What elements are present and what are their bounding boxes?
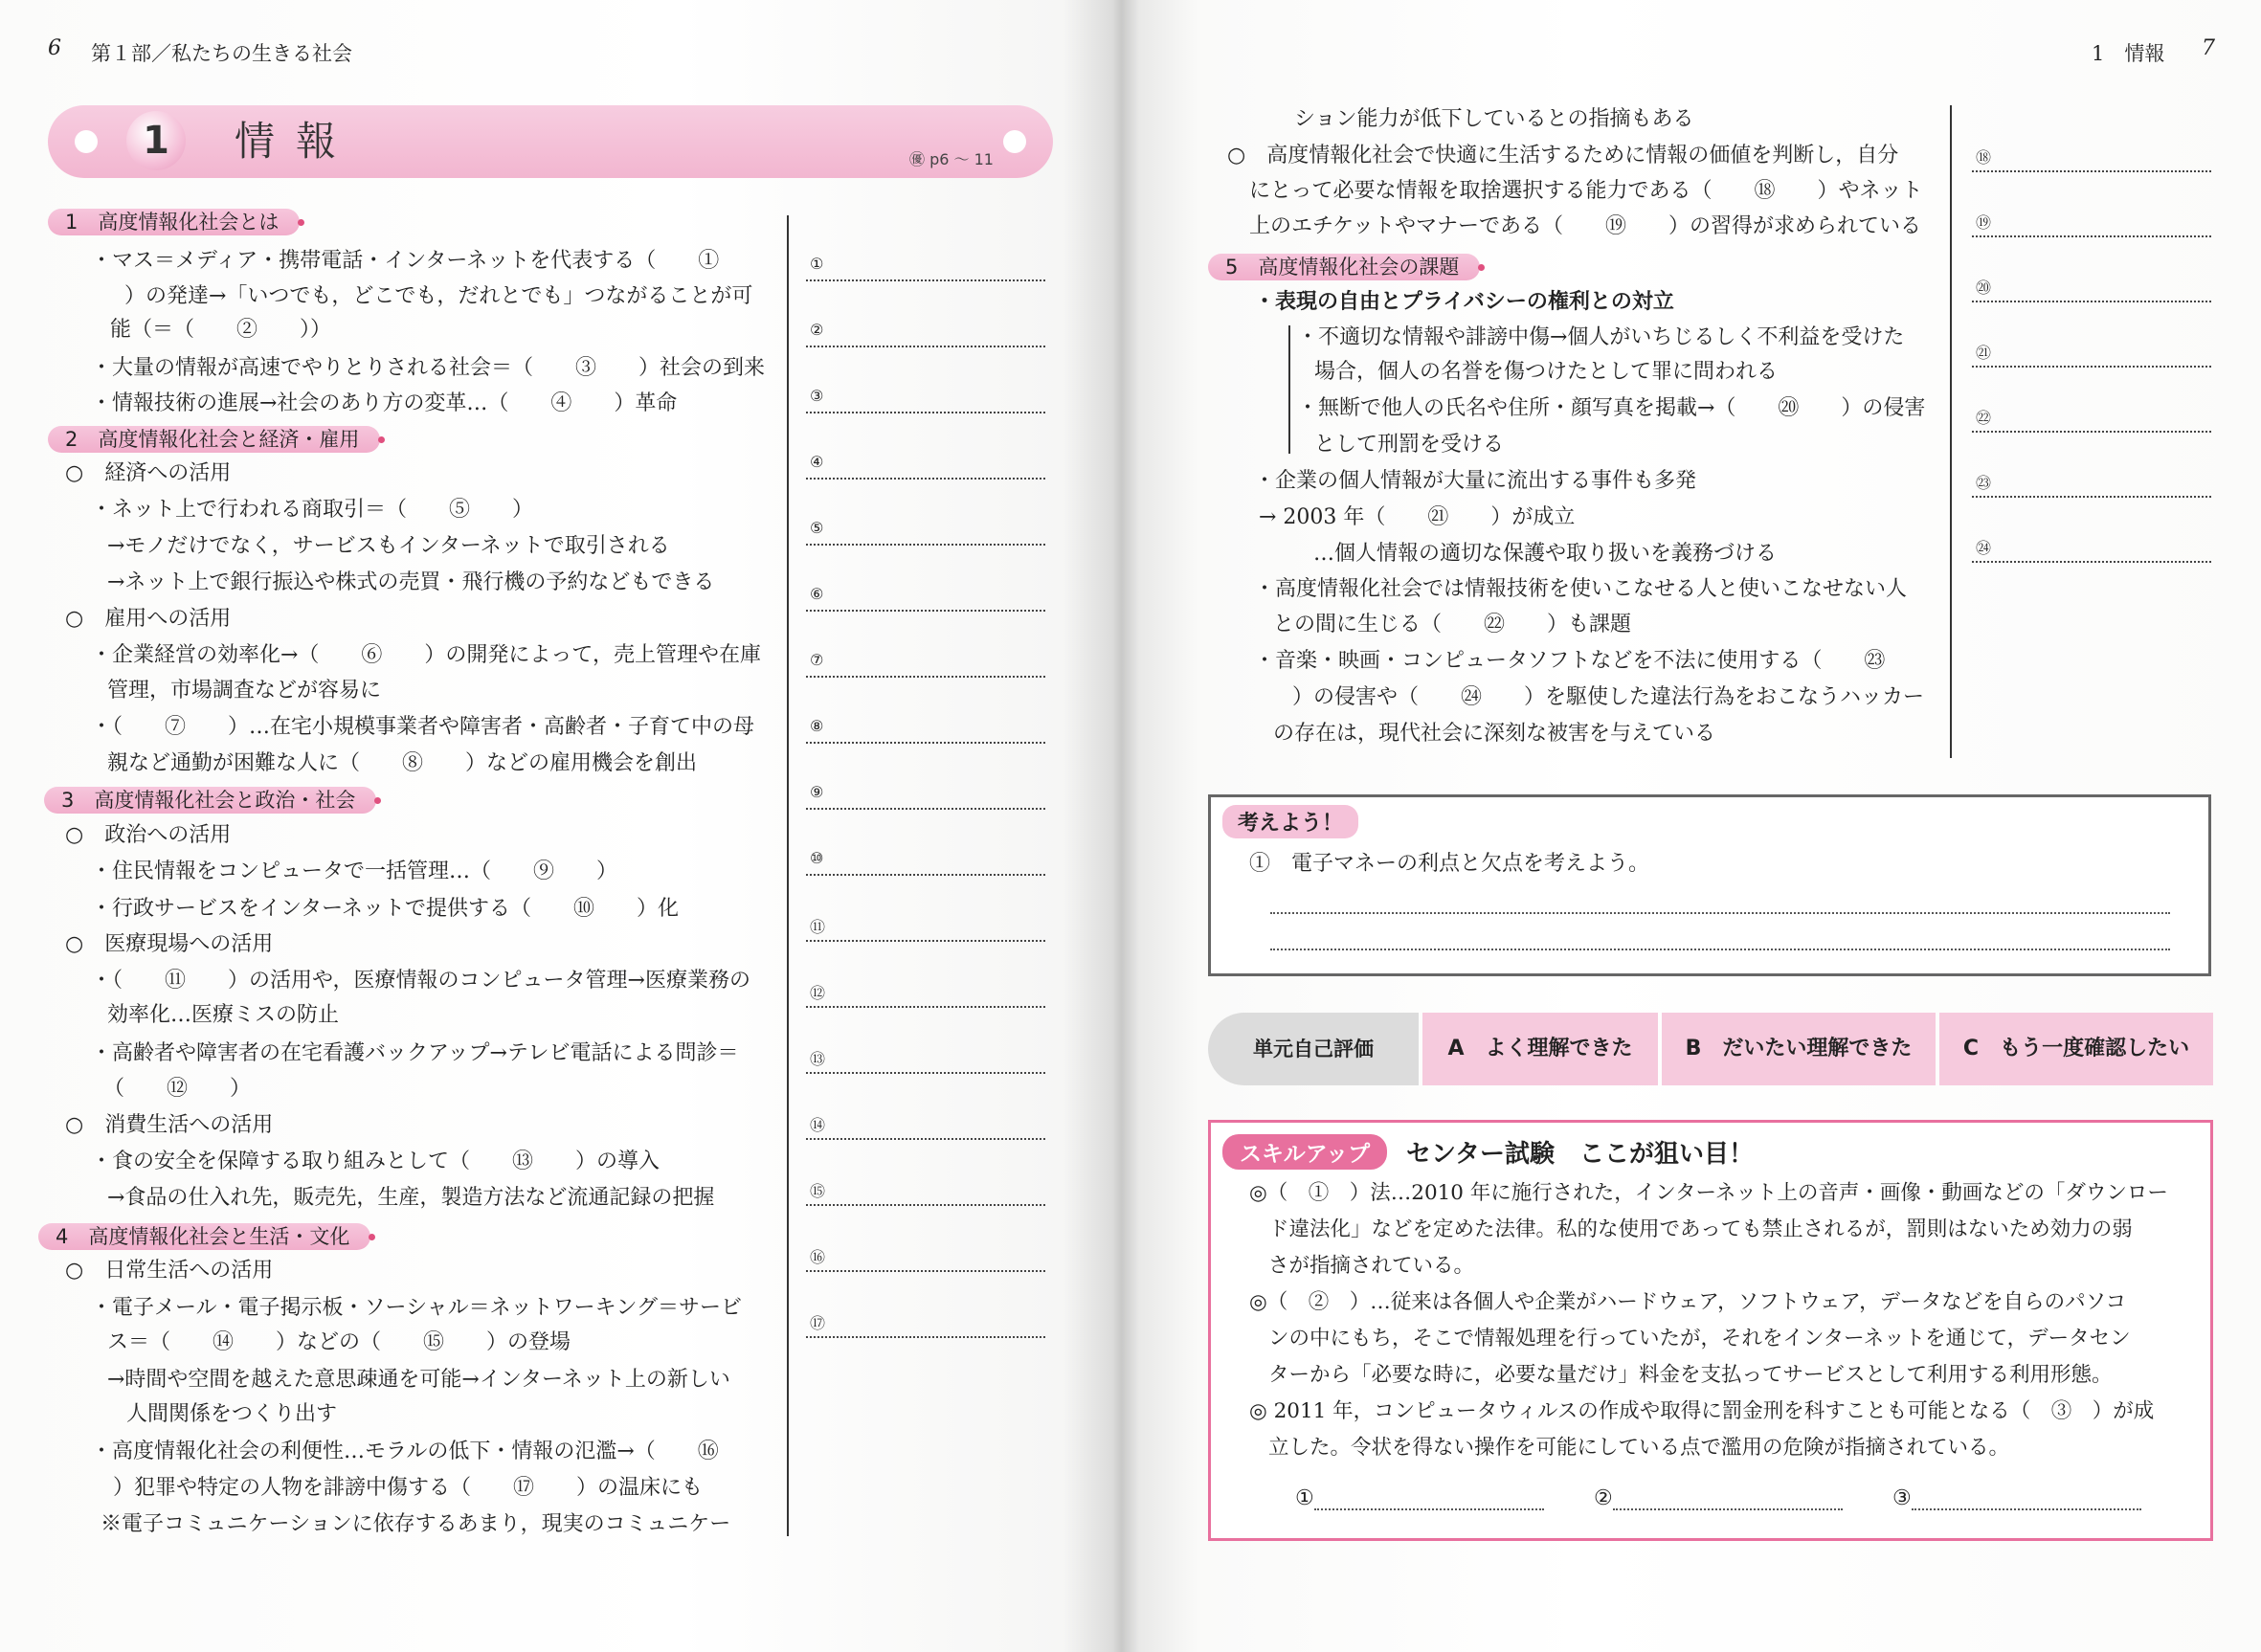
text-line: ・高度情報化社会の利便性…モラルの低下・情報の氾濫→（ ⑯ xyxy=(91,1440,719,1463)
text-line: ○ 政治への活用 xyxy=(65,823,232,847)
text-line: ・企業経営の効率化→（ ⑥ ）の開発によって，売上管理や在庫 xyxy=(91,643,761,667)
skill-answer-2[interactable]: ② xyxy=(1594,1486,1843,1510)
text-line: →ネット上で銀行振込や株式の売買・飛行機の予約などもできる xyxy=(107,570,715,594)
skill-line: ンの中にもち，そこで情報処理を行っていたが，それをインターネットを通じて，データセン xyxy=(1268,1327,2131,1351)
eval-option-b[interactable]: B だいたい理解できた xyxy=(1662,1013,1936,1085)
skill-up-title: センター試験 ここが狙い目！ xyxy=(1406,1140,1754,1169)
text-line: ）の発達→「いつでも，どこでも，だれとでも」つながることが可 xyxy=(124,284,753,308)
skill-line: ターから「必要な時に，必要な量だけ」料金を支払ってサービスとして利用する利用形態。 xyxy=(1268,1363,2113,1387)
text-line: にとって必要な情報を取捨選択する能力である（ ⑱ ）やネット xyxy=(1249,179,1923,203)
skill-line: ◎（ ② ）…従来は各個人や企業がハードウェア，ソフトウェア，データなどを自らのパソコ xyxy=(1249,1290,2127,1314)
answer-blank[interactable]: ⑧ xyxy=(806,713,1045,744)
answer-blank[interactable]: ⑫ xyxy=(806,977,1045,1008)
answer-blank[interactable]: ⑩ xyxy=(806,845,1045,876)
answer-blank[interactable]: ⑤ xyxy=(806,515,1045,546)
answer-blank[interactable]: ⑨ xyxy=(806,779,1045,810)
skill-up-box xyxy=(1208,1120,2213,1541)
answer-blank[interactable]: ⑱ xyxy=(1972,142,2211,172)
answer-blank[interactable]: ⑮ xyxy=(806,1175,1045,1206)
text-line: ション能力が低下しているとの指摘もある xyxy=(1294,107,1694,131)
answer-blank[interactable]: ⑬ xyxy=(806,1043,1045,1074)
answer-blank[interactable]: ㉒ xyxy=(1972,402,2211,433)
right-page-number: 7 xyxy=(2202,36,2215,60)
answer-blank[interactable]: ⑦ xyxy=(806,647,1045,678)
answer-blank[interactable]: ⑰ xyxy=(806,1307,1045,1338)
skill-answer-1[interactable]: ① xyxy=(1295,1486,1544,1510)
text-line: ・行政サービスをインターネットで提供する（ ⑩ ）化 xyxy=(91,897,680,921)
think-question: ① 電子マネーの利点と欠点を考えよう。 xyxy=(1249,852,1650,876)
section-heading-2: 2 高度情報化社会と経済・雇用 xyxy=(48,426,380,453)
answer-blank[interactable]: ⑭ xyxy=(806,1109,1045,1140)
chapter-number: 1 xyxy=(126,111,186,170)
left-page-number: 6 xyxy=(48,36,61,60)
text-line: → 2003 年（ ㉑ ）が成立 xyxy=(1259,505,1576,529)
text-line: ○ 日常生活への活用 xyxy=(65,1259,274,1283)
skill-line: ◎ 2011 年，コンピュータウィルスの作成や取得に罰金刑を科すことも可能となる（ ③ ）が成 xyxy=(1249,1399,2155,1423)
text-line: →モノだけでなく，サービスもインターネットで取引される xyxy=(107,534,670,558)
answer-blank[interactable]: ㉑ xyxy=(1972,337,2211,368)
text-line: ○ 経済への活用 xyxy=(65,461,232,485)
answer-blank[interactable]: ㉓ xyxy=(1972,467,2211,498)
text-line: ・無断で他人の氏名や住所・顔写真を掲載→（ ⑳ ）の侵害 xyxy=(1297,396,1926,420)
answer-blank[interactable]: ② xyxy=(806,317,1045,347)
text-line: ・高齢者や障害者の在宅看護バックアップ→テレビ電話による問診＝ xyxy=(91,1041,739,1065)
answer-blank[interactable]: ③ xyxy=(806,383,1045,413)
skill-line: さが指摘されている。 xyxy=(1268,1254,1475,1278)
answer-blank[interactable]: ㉔ xyxy=(1972,532,2211,563)
section-heading-1: 1 高度情報化社会とは xyxy=(48,209,300,235)
text-line: →時間や空間を越えた意思疎通を可能→インターネット上の新しい xyxy=(107,1368,730,1392)
text-line: →食品の仕入れ先，販売先，生産，製造方法など流通記録の把握 xyxy=(107,1186,715,1210)
text-line: の存在は，現代社会に深刻な被害を与えている xyxy=(1273,722,1716,746)
section-heading-5: 5 高度情報化社会の課題 xyxy=(1208,254,1480,280)
text-line: 能（＝（ ② ）） xyxy=(110,318,332,342)
think-label: 考えよう！ xyxy=(1222,805,1358,838)
text-line: として刑罰を受ける xyxy=(1314,433,1505,457)
answer-line[interactable] xyxy=(1270,947,2170,950)
answer-blank[interactable]: ⑳ xyxy=(1972,272,2211,302)
text-line: ・（ ⑪ ）の活用や，医療情報のコンピュータ管理→医療業務の xyxy=(91,969,750,993)
text-line: ス＝（ ⑭ ）などの（ ⑮ ）の登場 xyxy=(107,1330,571,1354)
answer-blank[interactable]: ⑪ xyxy=(806,911,1045,942)
text-line: ・食の安全を保障する取り組みとして（ ⑬ ）の導入 xyxy=(91,1150,660,1173)
text-line: ・（ ⑦ ）…在宅小規模事業者や障害者・高齢者・子育て中の母 xyxy=(91,715,755,739)
eval-option-a[interactable]: A よく理解できた xyxy=(1422,1013,1658,1085)
text-line: ※電子コミュニケーションに依存するあまり，現実のコミュニケー xyxy=(101,1512,731,1536)
text-line: ・高度情報化社会では情報技術を使いこなせる人と使いこなせない人 xyxy=(1254,577,1908,601)
banner-hole-left xyxy=(75,130,98,153)
skill-line: ド違法化」などを定めた法律。私的な使用であっても禁止されるが，罰則はないため効力の弱 xyxy=(1268,1217,2133,1241)
text-line: ・住民情報をコンピュータで一括管理…（ ⑨ ） xyxy=(91,859,618,883)
answer-blank[interactable]: ⑯ xyxy=(806,1241,1045,1272)
text-line: ・マス＝メディア・携帯電話・インターネットを代表する（ ① xyxy=(91,249,720,273)
text-line: 親など通勤が困難な人に（ ⑧ ）などの雇用機会を創出 xyxy=(107,751,698,775)
skill-line: 立した。令状を得ない操作を可能にしている点で濫用の危険が指摘されている。 xyxy=(1268,1436,2010,1460)
text-line: 効率化…医療ミスの防止 xyxy=(107,1003,340,1027)
text-line: 管理，市場調査などが容易に xyxy=(107,679,382,703)
text-line: ○ 医療現場への活用 xyxy=(65,932,274,956)
chapter-banner xyxy=(48,105,1053,178)
banner-hole-right xyxy=(1003,130,1026,153)
answer-column-divider xyxy=(1950,105,1952,758)
text-line: ○ 雇用への活用 xyxy=(65,607,232,631)
skill-up-tag: スキルアップ xyxy=(1222,1134,1387,1170)
text-line: ・不適切な情報や誹謗中傷→個人がいちじるしく不利益を受けた xyxy=(1297,325,1905,349)
answer-blank[interactable]: ① xyxy=(806,251,1045,281)
text-line: （ ⑫ ） xyxy=(103,1077,252,1101)
answer-blank[interactable]: ⑲ xyxy=(1972,207,2211,237)
bracket-line xyxy=(1288,325,1290,454)
text-line: ・企業の個人情報が大量に流出する事件も多発 xyxy=(1254,469,1697,493)
text-line: との間に生じる（ ㉒ ）も課題 xyxy=(1273,613,1632,636)
eval-option-c[interactable]: C もう一度確認したい xyxy=(1939,1013,2213,1085)
text-line: 場合，個人の名誉を傷つけたとして罪に問われる xyxy=(1314,360,1779,384)
answer-line[interactable] xyxy=(1270,910,2170,914)
self-evaluation-bar xyxy=(1208,1013,2213,1085)
self-evaluation-label: 単元自己評価 xyxy=(1208,1013,1419,1085)
chapter-page-reference: ㊝ p6 ～ 11 xyxy=(909,150,994,168)
text-line: ○ 高度情報化社会で快適に生活するために情報の価値を判断し，自分 xyxy=(1227,144,1899,167)
chapter-title: 情報 xyxy=(235,118,358,165)
text-line: …個人情報の適切な保護や取り扱いを義務づける xyxy=(1313,542,1778,566)
text-line: ）の侵害や（ ㉔ ）を駆使した違法行為をおこなうハッカー xyxy=(1292,685,1925,709)
answer-blank[interactable]: ⑥ xyxy=(806,581,1045,612)
think-box xyxy=(1208,794,2211,976)
text-line: ○ 消費生活への活用 xyxy=(65,1113,274,1137)
right-running-head: 1 情報 xyxy=(2092,42,2165,65)
text-line: ・電子メール・電子掲示板・ソーシャル＝ネットワーキング＝サービ xyxy=(91,1296,743,1320)
left-running-head: 第１部／私たちの生きる社会 xyxy=(91,42,352,65)
text-line: 上のエチケットやマナーである（ ⑲ ）の習得が求められている xyxy=(1249,214,1922,238)
text-line: ・情報技術の進展→社会のあり方の変革…（ ④ ）革命 xyxy=(91,391,678,415)
skill-answer-3[interactable]: ③ xyxy=(1892,1486,2141,1510)
section-heading-4: 4 高度情報化社会と生活・文化 xyxy=(38,1223,370,1250)
section-heading-3: 3 高度情報化社会と政治・社会 xyxy=(44,787,376,814)
answer-column-divider xyxy=(787,215,789,1536)
text-line: 人間関係をつくり出す xyxy=(126,1402,338,1426)
text-line: ・大量の情報が高速でやりとりされる社会＝（ ③ ）社会の到来 xyxy=(91,356,766,380)
text-line: ・表現の自由とプライバシーの権利との対立 xyxy=(1254,289,1674,314)
answer-blank[interactable]: ④ xyxy=(806,449,1045,480)
skill-line: ◎（ ① ）法…2010 年に施行された，インターネット上の音声・画像・動画などの「ダウンロー xyxy=(1249,1181,2168,1205)
text-line: ・音楽・映画・コンピュータソフトなどを不法に使用する（ ㉓ xyxy=(1254,649,1886,673)
text-line: ・ネット上で行われる商取引＝（ ⑤ ） xyxy=(91,498,534,522)
text-line: ）犯罪や特定の人物を誹謗中傷する（ ⑰ ）の温床にも xyxy=(113,1476,704,1500)
